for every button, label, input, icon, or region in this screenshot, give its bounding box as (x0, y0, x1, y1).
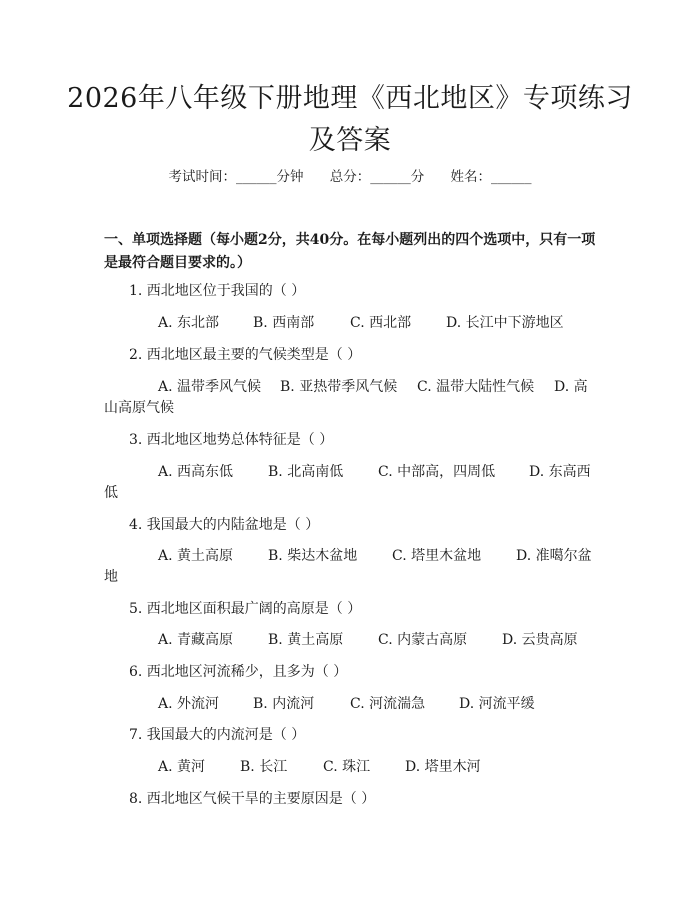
option-a: A. 东北部 (158, 315, 220, 331)
question-8-stem: 8. 西北地区气候干旱的主要原因是（ ） (129, 791, 376, 807)
document-title: 2026年八年级下册地理《西北地区》专项练习及答案 (67, 83, 633, 156)
option-d: D. 河流平缓 (459, 696, 535, 712)
option-c: C. 塔里木盆地 (392, 548, 482, 564)
option-a: A. 外流河 (158, 696, 220, 712)
option-c: C. 河流湍急 (350, 696, 426, 712)
option-c: C. 中部高，四周低 (378, 464, 496, 480)
question-2-stem: 2. 西北地区最主要的气候类型是（ ） (129, 347, 362, 363)
question-1-stem: 1. 西北地区位于我国的（ ） (129, 283, 306, 299)
option-c: C. 珠江 (323, 759, 371, 775)
option-a: A. 黄土高原 (158, 548, 234, 564)
question-2-options (158, 377, 588, 397)
question-4-options (158, 546, 592, 566)
question-3-option-wrap: 低 (104, 485, 118, 501)
option-d: D. 准噶尔盆 (516, 548, 592, 564)
option-d: D. 东高西 (529, 464, 591, 480)
question-6-options (158, 694, 535, 714)
question-5-options (158, 630, 578, 650)
option-d: D. 云贵高原 (502, 632, 578, 648)
question-1-options (158, 313, 564, 333)
option-d: D. 高 (554, 379, 588, 395)
option-a: A. 温带季风气候 (158, 379, 262, 395)
question-3-options (158, 462, 591, 482)
option-b: B. 柴达木盆地 (268, 548, 358, 564)
option-d: D. 塔里木河 (405, 759, 481, 775)
question-3-stem: 3. 西北地区地势总体特征是（ ） (129, 432, 334, 448)
option-b: B. 亚热带季风气候 (280, 379, 398, 395)
student-name-field: 姓名：______ (450, 169, 532, 185)
question-5-stem: 5. 西北地区面积最广阔的高原是（ ） (129, 601, 362, 617)
option-c: C. 内蒙古高原 (378, 632, 468, 648)
exam-info-line (0, 167, 700, 187)
option-a: A. 黄河 (158, 759, 206, 775)
option-b: B. 黄土高原 (268, 632, 344, 648)
option-a: A. 青藏高原 (158, 632, 234, 648)
option-b: B. 长江 (240, 759, 288, 775)
option-d: D. 长江中下游地区 (446, 315, 564, 331)
question-2-option-wrap: 山高原气候 (104, 400, 174, 416)
option-a: A. 西高东低 (158, 464, 234, 480)
option-b: B. 内流河 (253, 696, 315, 712)
section-heading: 一、单项选择题（每小题2分，共40分。在每小题列出的四个选项中，只有一项是最符合题目要求的。） (104, 232, 596, 271)
option-b: B. 北高南低 (268, 464, 344, 480)
total-score-field: 总分：______分 (329, 169, 425, 185)
question-7-options (158, 757, 481, 777)
option-c: C. 西北部 (350, 315, 412, 331)
option-c: C. 温带大陆性气候 (417, 379, 535, 395)
exam-time-field: 考试时间：______分钟 (168, 169, 304, 185)
question-4-stem: 4. 我国最大的内陆盆地是（ ） (129, 517, 320, 533)
question-4-option-wrap: 地 (104, 569, 118, 585)
option-b: B. 西南部 (253, 315, 315, 331)
question-7-stem: 7. 我国最大的内流河是（ ） (129, 727, 306, 743)
question-6-stem: 6. 西北地区河流稀少，且多为（ ） (129, 664, 348, 680)
